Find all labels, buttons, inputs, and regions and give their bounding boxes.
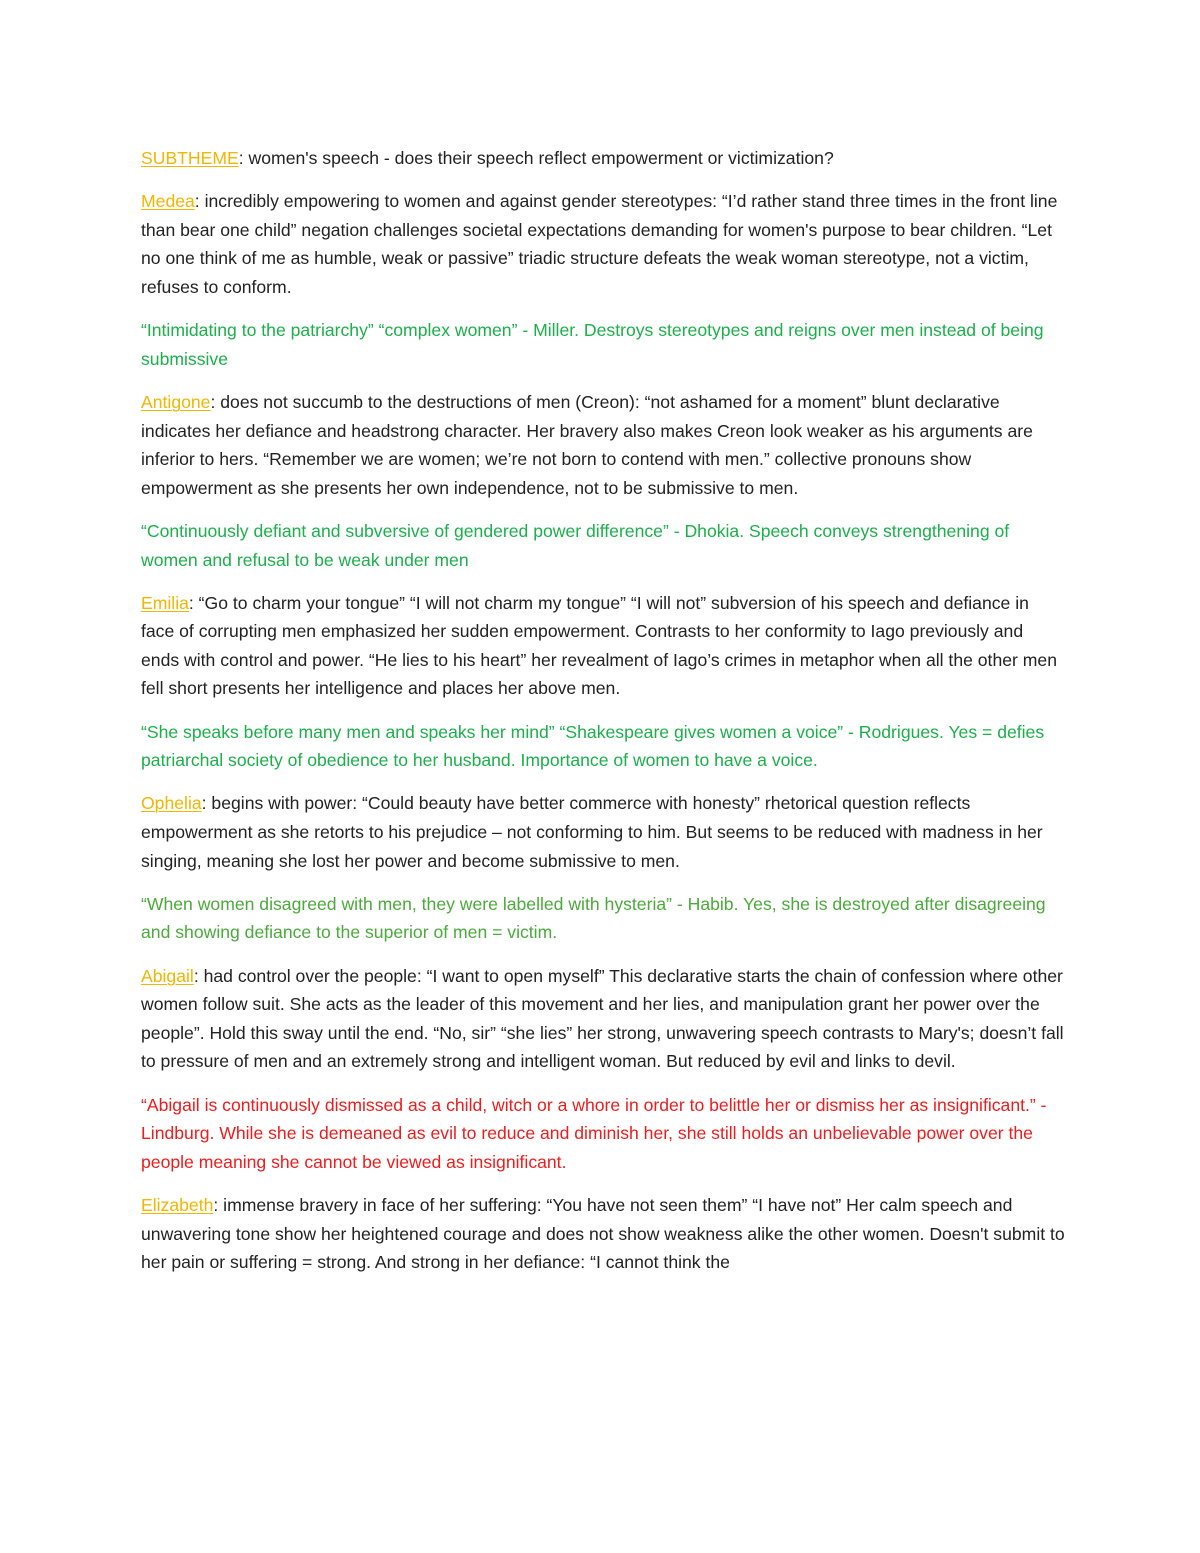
abigail-critic-quote: “Abigail is continuously dismissed as a child, witch or a whore in order to belittle her or dismiss her as insignificant.” - Lindburg. While she is demeaned as evil to reduce and diminish her, she still holds an unbelievable power over the people meaning she cannot be viewed as insignificant.: [141, 1094, 1047, 1172]
abigail-label: Abigail: [141, 965, 194, 986]
antigone-paragraph: [141, 388, 1066, 502]
medea-label: Medea: [141, 191, 195, 212]
medea-text: : incredibly empowering to women and against gender stereotypes: “I’d rather stand three times in the front line than bear one child” negation challenges societal expectations demanding for women's purpose to bear children. “Let no one think of me as humble, weak or passive” triadic structure defeats the weak woman stereotype, not a victim, refuses to conform.: [141, 191, 1058, 297]
elizabeth-paragraph: [141, 1191, 1066, 1277]
abigail-text: : had control over the people: “I want to open myself” This declarative starts the chain of confession where other women follow suit. She acts as the leader of this movement and her lies, and manipulation grant her power over the people”. Hold this sway until the end. “No, sir” “she lies” her strong, unwavering speech contrasts to Mary's; doesn’t fall to pressure of men and an extremely strong and intelligent woman. But reduced by evil and links to devil.: [141, 965, 1064, 1072]
subtheme-text: : women's speech - does their speech reflect empowerment or victimization?: [238, 148, 834, 168]
emilia-critic-quote: “She speaks before many men and speaks her mind” “Shakespeare gives women a voice” - Rodrigues. Yes = defies patriarchal society of obedience to her husband. Importance of women to have a voice.: [141, 721, 1045, 771]
ophelia-paragraph: [141, 789, 1066, 875]
abigail-paragraph: [141, 962, 1066, 1076]
medea-paragraph: [141, 187, 1066, 301]
subtheme-paragraph: [141, 144, 1066, 173]
ophelia-text: : begins with power: “Could beauty have better commerce with honesty” rhetorical question reflects empowerment as she retorts to his prejudice – not conforming to him. But seems to be reduced with madness in her singing, meaning she lost her power and become submissive to men.: [141, 793, 1043, 871]
emilia-text: : “Go to charm your tongue” “I will not charm my tongue” “I will not” subversion of his speech and defiance in face of corrupting men emphasized her sudden empowerment. Contrasts to her conformity to Iago previously and ends with control and power. “He lies to his heart” her revealment of Iago’s crimes in metaphor when all the other men fell short presents her intelligence and places her above men.: [141, 592, 1057, 699]
emilia-paragraph: [141, 589, 1066, 703]
elizabeth-label: Elizabeth: [141, 1194, 214, 1215]
document-body: [141, 144, 1066, 1291]
elizabeth-text: : immense bravery in face of her suffering: “You have not seen them” “I have not” Her calm speech and unwavering tone show her heightened courage and does not show weakness alike the other women. Doesn't submit to her pain or suffering = strong. And strong in her defiance: “I cannot think the: [141, 1194, 1065, 1273]
antigone-critic-quote: “Continuously defiant and subversive of gendered power difference” - Dhokia. Speech conveys strengthening of women and refusal to be weak under men: [141, 520, 1010, 570]
ophelia-critic-quote: “When women disagreed with men, they were labelled with hysteria” - Habib. Yes, she is destroyed after disagreeing and showing defiance to the superior of men = victim.: [141, 893, 1046, 943]
ophelia-label: Ophelia: [141, 793, 202, 814]
antigone-label: Antigone: [141, 391, 211, 412]
emilia-label: Emilia: [141, 592, 189, 613]
subtheme-label: SUBTHEME: [141, 148, 239, 168]
medea-critic-quote: “Intimidating to the patriarchy” “complex women” - Miller. Destroys stereotypes and reigns over men instead of being submissive: [141, 320, 1044, 369]
antigone-text: : does not succumb to the destructions of men (Creon): “not ashamed for a moment” blunt declarative indicates her defiance and headstrong character. Her bravery also makes Creon look weaker as his arguments are inferior to hers. “Remember we are women; we’re not born to contend with men.” collective pronouns show empowerment as she presents her own independence, not to be submissive to men.: [141, 391, 1033, 498]
